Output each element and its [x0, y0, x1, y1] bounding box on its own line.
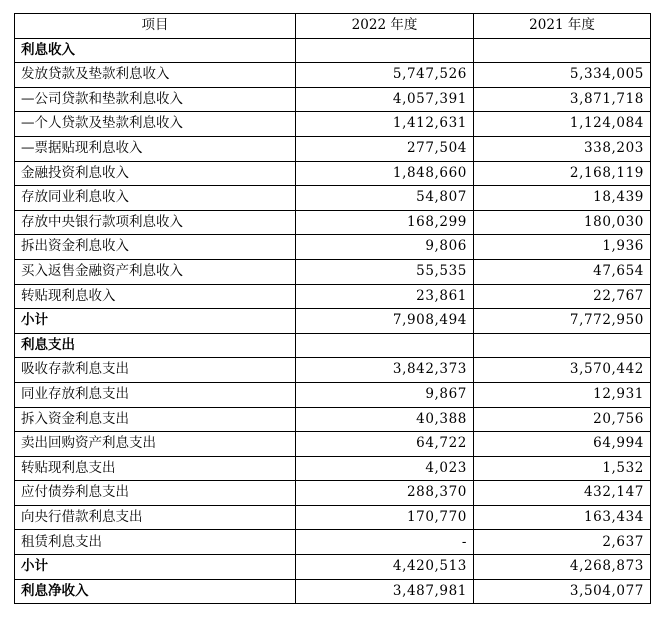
value-2021: 4,268,873	[474, 555, 651, 580]
table-row	[15, 358, 651, 383]
row-label: 利息收入	[15, 38, 296, 63]
row-label: 买入返售金融资产利息收入	[15, 259, 296, 284]
table-row	[15, 87, 651, 112]
table-row	[15, 210, 651, 235]
value-2021: 2,168,119	[474, 161, 651, 186]
value-2021: 2,637	[474, 530, 651, 555]
value-2021: 20,756	[474, 407, 651, 432]
row-label: 存放中央银行款项利息收入	[15, 210, 296, 235]
row-label: 卖出回购资产利息支出	[15, 432, 296, 457]
value-2021: 163,434	[474, 505, 651, 530]
value-2022	[296, 38, 474, 63]
row-label: 应付债券利息支出	[15, 481, 296, 506]
table-row	[15, 555, 651, 580]
value-2022: 170,770	[296, 505, 474, 530]
table-row	[15, 259, 651, 284]
row-label: 吸收存款利息支出	[15, 358, 296, 383]
value-2021	[474, 38, 651, 63]
row-label: 利息净收入	[15, 579, 296, 604]
value-2021: 12,931	[474, 382, 651, 407]
value-2021: 3,570,442	[474, 358, 651, 383]
value-2022: 7,908,494	[296, 309, 474, 334]
table-row	[15, 235, 651, 260]
value-2021: 22,767	[474, 284, 651, 309]
column-header-2021: 2021 年度	[474, 14, 651, 39]
value-2022: 4,420,513	[296, 555, 474, 580]
row-label: 小计	[15, 555, 296, 580]
value-2022: 55,535	[296, 259, 474, 284]
value-2022: 23,861	[296, 284, 474, 309]
value-2022: 5,747,526	[296, 63, 474, 88]
value-2022: 1,848,660	[296, 161, 474, 186]
value-2021: 1,124,084	[474, 112, 651, 137]
value-2022: 1,412,631	[296, 112, 474, 137]
row-label: 存放同业利息收入	[15, 186, 296, 211]
value-2021: 64,994	[474, 432, 651, 457]
value-2022: 4,057,391	[296, 87, 474, 112]
table-row	[15, 407, 651, 432]
value-2021: 3,871,718	[474, 87, 651, 112]
table-row	[15, 382, 651, 407]
value-2022: 64,722	[296, 432, 474, 457]
row-label: 拆入资金利息支出	[15, 407, 296, 432]
column-header-item: 项目	[15, 14, 296, 39]
row-label: 转贴现利息收入	[15, 284, 296, 309]
value-2022: 54,807	[296, 186, 474, 211]
table-row	[15, 186, 651, 211]
row-label: —个人贷款及垫款利息收入	[15, 112, 296, 137]
value-2022: -	[296, 530, 474, 555]
value-2022: 9,867	[296, 382, 474, 407]
interest-income-table	[14, 13, 651, 604]
table-row	[15, 432, 651, 457]
table-row	[15, 456, 651, 481]
column-header-2022: 2022 年度	[296, 14, 474, 39]
table-header-row	[15, 14, 651, 39]
value-2021: 1,532	[474, 456, 651, 481]
table-row	[15, 333, 651, 358]
table-row	[15, 579, 651, 604]
row-label: 金融投资利息收入	[15, 161, 296, 186]
value-2021: 18,439	[474, 186, 651, 211]
value-2022: 40,388	[296, 407, 474, 432]
row-label: —公司贷款和垫款利息收入	[15, 87, 296, 112]
value-2021: 432,147	[474, 481, 651, 506]
table-row	[15, 63, 651, 88]
table-row	[15, 530, 651, 555]
value-2022: 4,023	[296, 456, 474, 481]
value-2022: 288,370	[296, 481, 474, 506]
row-label: 租赁利息支出	[15, 530, 296, 555]
value-2022	[296, 333, 474, 358]
value-2021	[474, 333, 651, 358]
value-2022: 3,842,373	[296, 358, 474, 383]
value-2022: 3,487,981	[296, 579, 474, 604]
value-2022: 9,806	[296, 235, 474, 260]
row-label: 转贴现利息支出	[15, 456, 296, 481]
row-label: 拆出资金利息收入	[15, 235, 296, 260]
table-row	[15, 481, 651, 506]
table-row	[15, 161, 651, 186]
value-2021: 5,334,005	[474, 63, 651, 88]
value-2021: 1,936	[474, 235, 651, 260]
row-label: 同业存放利息支出	[15, 382, 296, 407]
table-row	[15, 38, 651, 63]
table-row	[15, 112, 651, 137]
value-2021: 338,203	[474, 136, 651, 161]
table-body	[15, 38, 651, 604]
value-2021: 3,504,077	[474, 579, 651, 604]
row-label: —票据贴现利息收入	[15, 136, 296, 161]
row-label: 发放贷款及垫款利息收入	[15, 63, 296, 88]
table-row	[15, 284, 651, 309]
table-row	[15, 309, 651, 334]
row-label: 向央行借款利息支出	[15, 505, 296, 530]
row-label: 利息支出	[15, 333, 296, 358]
value-2022: 277,504	[296, 136, 474, 161]
value-2021: 47,654	[474, 259, 651, 284]
table-row	[15, 505, 651, 530]
value-2021: 180,030	[474, 210, 651, 235]
table-row	[15, 136, 651, 161]
value-2022: 168,299	[296, 210, 474, 235]
value-2021: 7,772,950	[474, 309, 651, 334]
row-label: 小计	[15, 309, 296, 334]
